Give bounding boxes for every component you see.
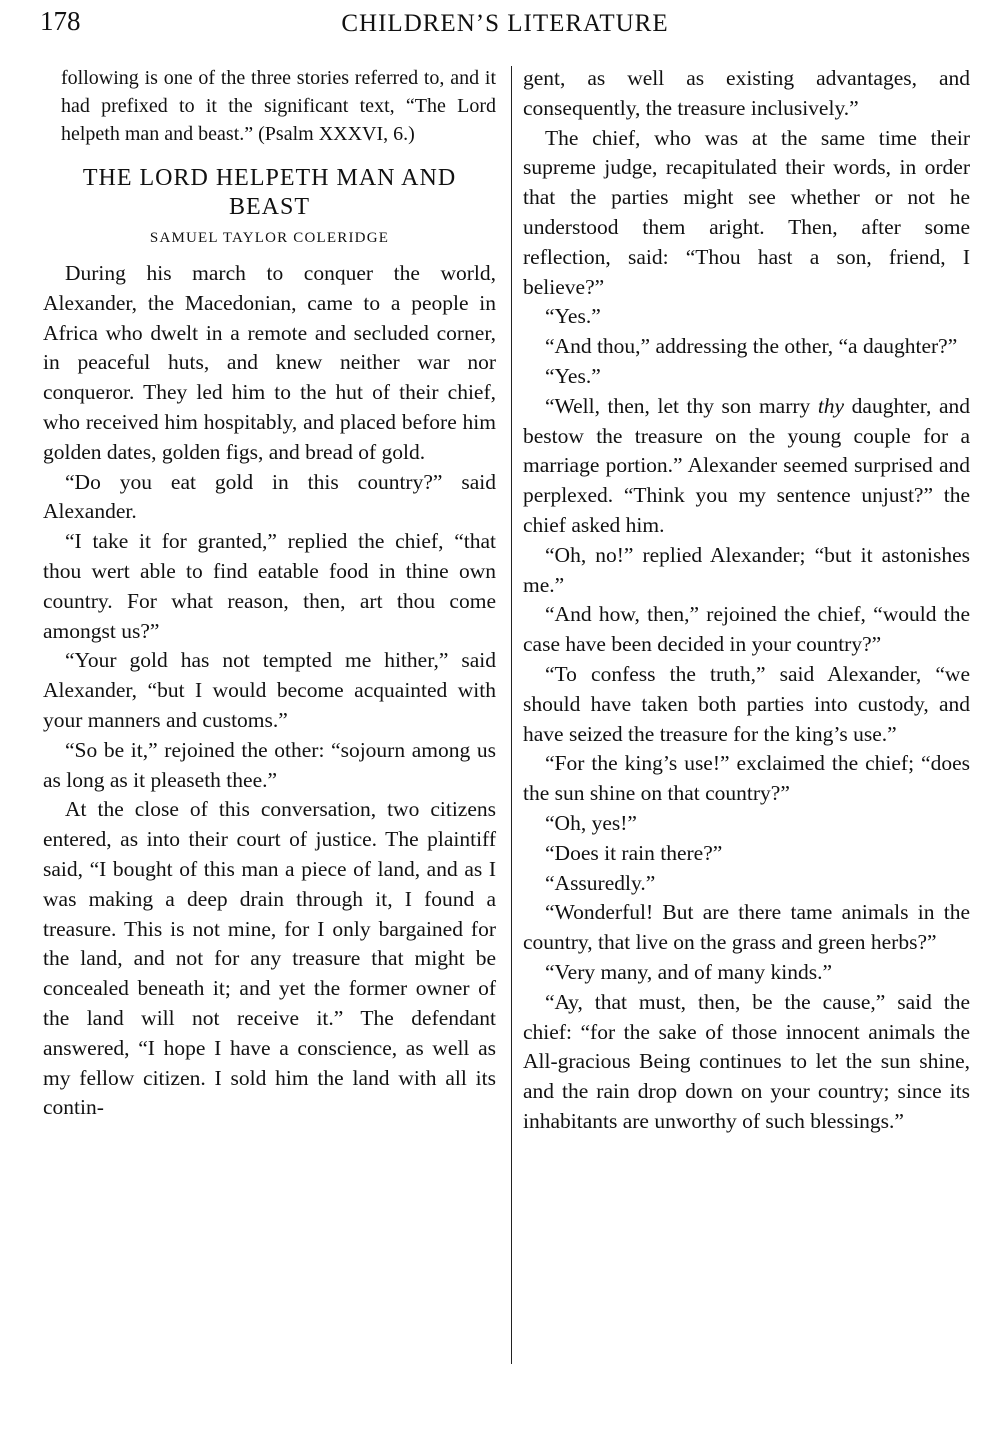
- paragraph: “Very many, and of many kinds.”: [545, 959, 832, 984]
- paragraph: “For the king’s use!” exclaimed the chief; “does the sun shine on that country?”: [523, 751, 970, 806]
- text-run: “Well, then, let thy son marry: [545, 393, 818, 418]
- paragraph: “Oh, yes!”: [545, 810, 637, 835]
- paragraph: During his march to conquer the world, Alexander, the Macedonian, came to a people in Africa who dwelt in a remote and secluded corner, in peaceful huts, and knew neither war nor conqueror. They led him to the hut of their chief, who received him hospitably, and placed before him golden dates, golden figs, and bread of gold.: [43, 261, 496, 464]
- page-header: [40, 6, 970, 46]
- paragraph: “Ay, that must, then, be the cause,” said the chief: “for the sake of those innocent animals the All-gracious Being continues to let the sun shine, and the rain drop down on your country; since its inhabitants are unworthy of such blessings.”: [523, 989, 970, 1133]
- story-author: SAMUEL TAYLOR COLERIDGE: [149, 230, 390, 246]
- paragraph: The chief, who was at the same time their supreme judge, recapitulated their words, in order that the parties might see whether or not he understood them aright. Then, after some reflection, said: “Thou hast a son, friend, I believe?”: [523, 125, 970, 299]
- paragraph: “Wonderful! But are there tame animals in the country, that live on the grass and green herbs?”: [523, 900, 970, 955]
- paragraph: “I take it for granted,” replied the chief, “that thou wert able to find eatable food in thine own country. For what reason, then, art thou come amongst us?”: [43, 529, 496, 643]
- paragraph-continuation: gent, as well as existing advantages, and consequently, the treasure inclusively.”: [523, 66, 970, 120]
- paragraph: “To confess the truth,” said Alexander, “we should have taken both parties into custody, and have seized the treasure for the king’s use.”: [523, 661, 970, 746]
- page-number: 178: [40, 6, 81, 36]
- paragraph: “And how, then,” rejoined the chief, “would the case have been decided in your country?”: [523, 602, 970, 657]
- paragraph: “Assuredly.”: [545, 870, 656, 895]
- text-run: daughter, and bestow the treasure on the young couple for a marriage portion.” Alexander seemed surprised and perplexed. “Think you my sentence unjust?” the chief asked him.: [523, 393, 970, 537]
- paragraph: At the close of this conversation, two citizens entered, as into their court of justice. The plaintiff said, “I bought of this man a piece of land, and as I was making a deep drain through it, I found a treasure. This is not mine, for I only bargained for the land, and not for any treasure that might be concealed beneath it; and yet the former owner of the land will not receive it.” The defendant answered, “I hope I have a conscience, as well as my fellow citizen. I sold him the land with all its contin-: [43, 797, 496, 1120]
- italic-word: thy: [817, 393, 845, 418]
- running-title: CHILDREN’S LITERATURE: [341, 10, 669, 37]
- column-divider: [511, 66, 512, 1364]
- story-title: THE LORD HELPETH MAN AND BEAST: [82, 165, 457, 220]
- paragraph: “Yes.”: [545, 363, 601, 388]
- paragraph: “And thou,” addressing the other, “a daughter?”: [545, 334, 958, 359]
- paragraph: “So be it,” rejoined the other: “sojourn among us as long as it pleaseth thee.”: [43, 737, 496, 792]
- left-column: [43, 64, 496, 1123]
- paragraph: [523, 392, 970, 541]
- right-column: [523, 64, 970, 1137]
- paragraph: “Do you eat gold in this country?” said Alexander.: [43, 469, 496, 524]
- paragraph: “Your gold has not tempted me hither,” said Alexander, “but I would become acquainted with your manners and customs.”: [43, 648, 496, 732]
- paragraph: “Oh, no!” replied Alexander; “but it astonishes me.”: [523, 542, 970, 597]
- paragraph: “Does it rain there?”: [545, 840, 723, 865]
- paragraph: “Yes.”: [545, 304, 601, 329]
- intro-text: following is one of the three stories referred to, and it had prefixed to it the significant text, “The Lord helpeth man and beast.” (Psalm XXXVI, 6.): [61, 67, 496, 145]
